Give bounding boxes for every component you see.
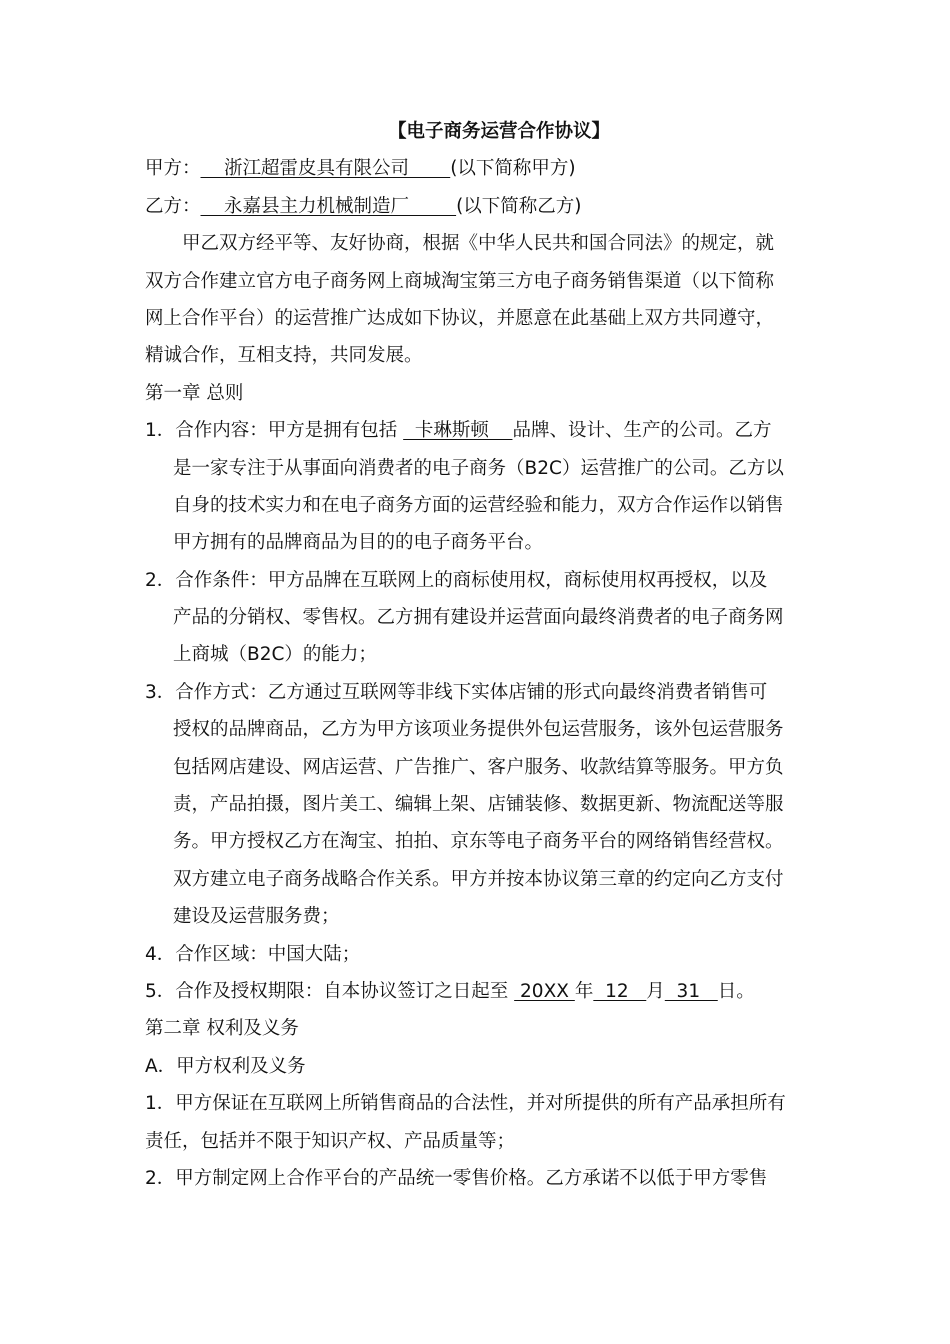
item-4-line: 4．合作区域：中国大陆； bbox=[145, 943, 361, 965]
item-3-line-5: 务。甲方授权乙方在淘宝、拍拍、京东等电子商务平台的网络销售经营权。 bbox=[173, 831, 784, 853]
item-1-line-1 bbox=[145, 412, 813, 449]
section-a-heading: A．甲方权利及义务 bbox=[145, 1055, 306, 1077]
item-5-day-unit: 日。 bbox=[717, 980, 755, 1002]
item-1-brand: 卡琳斯顿 bbox=[403, 420, 513, 442]
party-a-line bbox=[145, 150, 813, 187]
a-item-1-line-2: 责任，包括并不限于知识产权、产品质量等； bbox=[145, 1130, 516, 1152]
item-1-line-3: 自身的技术实力和在电子商务方面的运营经验和能力，双方合作运作以销售 bbox=[173, 494, 784, 516]
intro-line-2: 双方合作建立官方电子商务网上商城淘宝第三方电子商务销售渠道（以下简称 bbox=[145, 270, 775, 292]
item-3-line-1: 3．合作方式：乙方通过互联网等非线下实体店铺的形式向最终消费者销售可 bbox=[145, 681, 768, 703]
item-1-line-4: 甲方拥有的品牌商品为目的的电子商务平台。 bbox=[173, 532, 544, 554]
item-2-line-3: 上商城（B2C）的能力； bbox=[173, 644, 377, 666]
item-1-suffix: 品牌、设计、生产的公司。乙方 bbox=[512, 420, 772, 442]
intro-line-3: 网上合作平台）的运营推广达成如下协议，并愿意在此基础上双方共同遵守， bbox=[145, 307, 775, 329]
party-b-name: 永嘉县主力机械制造厂 bbox=[200, 195, 457, 217]
item-2-line-2: 产品的分销权、零售权。乙方拥有建设并运营面向最终消费者的电子商务网 bbox=[173, 607, 784, 629]
item-5-month: 12 bbox=[593, 980, 647, 1002]
item-3-line-2: 授权的品牌商品，乙方为甲方该项业务提供外包运营服务，该外包运营服务 bbox=[173, 719, 784, 741]
item-5-month-unit: 月 bbox=[646, 980, 665, 1002]
party-b-suffix: (以下简称乙方) bbox=[456, 195, 582, 217]
item-5-year-unit: 年 bbox=[574, 980, 594, 1002]
item-5-prefix: 5．合作及授权期限：自本协议签订之日起至 bbox=[145, 980, 515, 1002]
item-5-line bbox=[145, 973, 813, 1010]
item-3-line-6: 双方建立电子商务战略合作关系。甲方并按本协议第三章的约定向乙方支付 bbox=[173, 868, 784, 890]
party-b-line bbox=[145, 188, 813, 225]
item-3-line-4: 责，产品拍摄，图片美工、编辑上架、店铺装修、数据更新、物流配送等服 bbox=[173, 794, 784, 816]
a-item-1-line-1: 1．甲方保证在互联网上所销售商品的合法性，并对所提供的所有产品承担所有 bbox=[145, 1093, 786, 1115]
intro-line-4: 精诚合作，互相支持，共同发展。 bbox=[145, 345, 423, 367]
document-body bbox=[145, 113, 813, 1197]
a-item-2-line-1: 2．甲方制定网上合作平台的产品统一零售价格。乙方承诺不以低于甲方零售 bbox=[145, 1167, 768, 1189]
party-b-label: 乙方： bbox=[145, 195, 201, 217]
item-2-line-1: 2．合作条件：甲方品牌在互联网上的商标使用权，商标使用权再授权，以及 bbox=[145, 569, 768, 591]
party-a-suffix: (以下简称甲方) bbox=[450, 158, 576, 180]
chapter-1-heading: 第一章 总则 bbox=[145, 382, 244, 404]
chapter-2-heading: 第二章 权利及义务 bbox=[145, 1018, 299, 1040]
item-1-prefix: 1．合作内容：甲方是拥有包括 bbox=[145, 420, 404, 442]
item-3-line-3: 包括网店建设、网店运营、广告推广、客户服务、收款结算等服务。甲方负 bbox=[173, 756, 784, 778]
party-a-name: 浙江超雷皮具有限公司 bbox=[200, 158, 451, 180]
item-5-year: 20XX bbox=[514, 980, 575, 1002]
document-title: 【电子商务运营合作协议】 bbox=[387, 121, 610, 142]
item-1-line-2: 是一家专注于从事面向消费者的电子商务（B2C）运营推广的公司。乙方以 bbox=[173, 457, 784, 479]
item-3-line-7: 建设及运营服务费； bbox=[173, 906, 340, 928]
intro-line-1: 甲乙双方经平等、友好协商，根据《中华人民共和国合同法》的规定，就 bbox=[182, 233, 775, 255]
item-5-day: 31 bbox=[664, 980, 718, 1002]
party-a-label: 甲方： bbox=[145, 158, 201, 180]
